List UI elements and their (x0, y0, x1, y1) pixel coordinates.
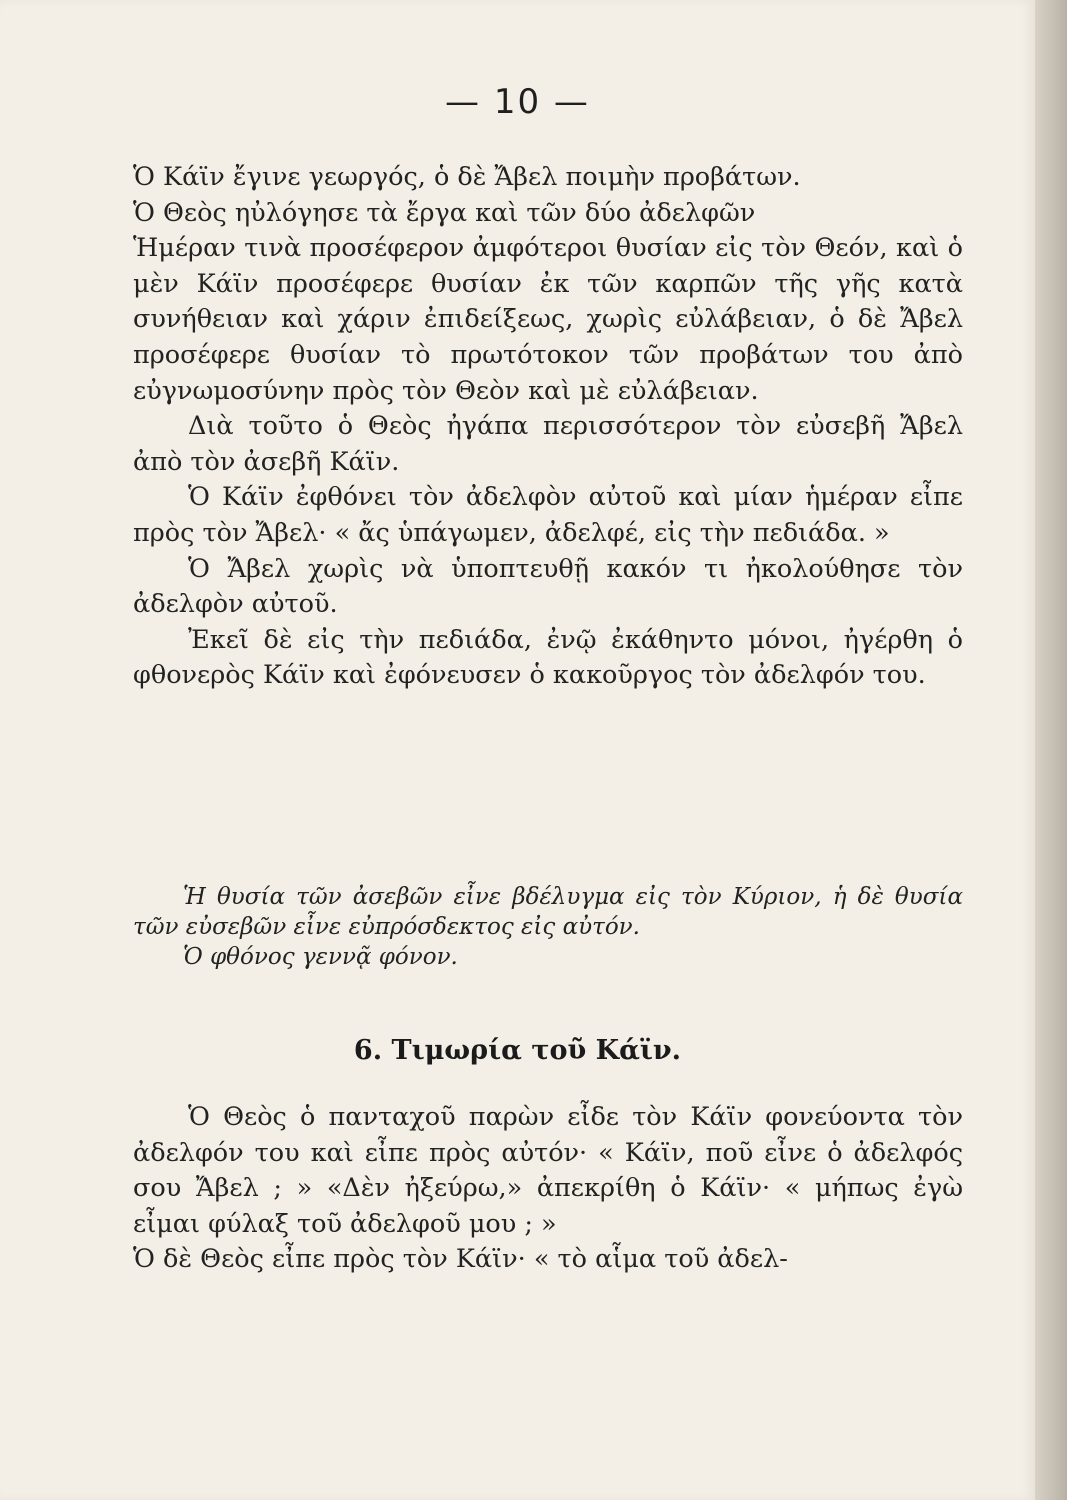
paragraph: Ἐκεῖ δὲ εἰς τὴν πεδιάδα, ἐνῷ ἐκάθηντο μόνοι, ἠγέρθη ὁ φθονερὸς Κάϊν καὶ ἐφόνευσεν ὁ κακοῦργος τὸν ἀδελφόν του. (133, 624, 963, 691)
paragraph: Ἡμέραν τινὰ προσέφερον ἀμφότεροι θυσίαν εἰς τὸν Θεόν, καὶ ὁ μὲν Κάϊν προσέφερε θυσίαν ἐκ τῶν καρπῶν τῆς γῆς κατὰ συνήθειαν καὶ χάριν ἐπιδείξεως, χωρὶς εὐλάβειαν, ὁ δὲ Ἄβελ προσέφερε θυσίαν τὸ πρωτότοκον τῶν προβάτων του ἀπὸ εὐγνωμοσύνην πρὸς τὸν Θεὸν καὶ μὲ εὐλάβειαν. (133, 233, 963, 406)
section-heading: 6. Τιμωρία τοῦ Κάϊν. (353, 1035, 682, 1066)
page-number: — 10 — (445, 82, 590, 122)
moral-line: Ἡ θυσία τῶν ἀσεβῶν εἶνε βδέλυγμα εἰς τὸν Κύριον, ἡ δὲ θυσία τῶν εὐσεβῶν εἶνε εὐπρόσδεκτος εἰς αὐτόν. (133, 884, 963, 940)
moral-line: Ὁ φθόνος γεννᾷ φόνον. (183, 944, 458, 970)
paragraph: Ὁ δὲ Θεὸς εἶπε πρὸς τὸν Κάϊν· « τὸ αἷμα τοῦ ἀδελ- (133, 1244, 788, 1275)
main-text-block (133, 160, 963, 694)
paragraph: Ὁ Κάϊν ἔγινε γεωργός, ὁ δὲ Ἄβελ ποιμὴν προβάτων. (133, 162, 801, 192)
paragraph: Ὁ Κάϊν ἐφθόνει τὸν ἀδελφὸν αὐτοῦ καὶ μίαν ἡμέραν εἶπε πρὸς τὸν Ἄβελ· « ἄς ὑπάγωμεν, ἀδελφέ, εἰς τὴν πεδιάδα. » (133, 482, 963, 548)
paragraph: Ὁ Ἄβελ χωρὶς νὰ ὑποπτευθῇ κακόν τι ἠκολούθησε τὸν ἀδελφὸν αὐτοῦ. (133, 553, 963, 620)
section-text-block (133, 1100, 963, 1278)
paragraph: Ὁ Θεὸς ὁ πανταχοῦ παρὼν εἶδε τὸν Κάϊν φονεύοντα τὸν ἀδελφόν του καὶ εἶπε πρὸς αὐτόν· « Κάϊν, ποῦ εἶνε ὁ ἀδελφός σου Ἄβελ ; » «Δὲν ἠξεύρω,» ἀπεκρίθη ὁ Κάϊν· « μήπως ἐγὼ εἶμαι φύλαξ τοῦ ἀδελφοῦ μου ; » (133, 1102, 963, 1239)
paragraph: Ὁ Θεὸς ηὐλόγησε τὰ ἔργα καὶ τῶν δύο ἀδελφῶν (133, 197, 756, 228)
page-edge (1035, 0, 1067, 1500)
moral-lesson (133, 882, 963, 972)
paragraph: Διὰ τοῦτο ὁ Θεὸς ἠγάπα περισσότερον τὸν εὐσεβῆ Ἄβελ ἀπὸ τὸν ἀσεβῆ Κάϊν. (133, 411, 963, 477)
